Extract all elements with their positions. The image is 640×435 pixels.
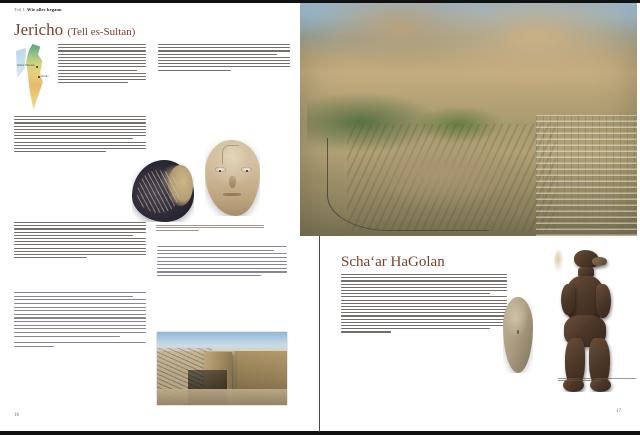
text-line <box>558 378 636 379</box>
text-line <box>158 50 290 51</box>
text-line <box>157 264 287 265</box>
text-line <box>58 70 137 71</box>
text-line <box>14 235 133 236</box>
text-line <box>58 60 146 61</box>
trench-foreground <box>157 389 287 405</box>
text-line <box>14 232 146 233</box>
aerial-modern-town <box>536 115 637 236</box>
caption-golan-figurines <box>558 378 636 383</box>
text-line <box>156 227 264 228</box>
body-column-left-lower <box>14 222 146 260</box>
photo-pebble-figurine <box>503 297 533 373</box>
text-line <box>14 299 146 300</box>
text-line <box>158 57 290 58</box>
text-line <box>58 44 146 45</box>
text-line <box>341 306 507 307</box>
quote-block-nachal-hemar <box>157 246 287 279</box>
map-marker-jericho <box>38 76 40 78</box>
text-line <box>58 63 146 64</box>
text-line <box>341 303 507 304</box>
text-line <box>157 268 287 269</box>
page-title-jericho <box>14 20 135 40</box>
page-frame-bottom <box>0 431 640 435</box>
quote-block-kenyon <box>14 292 146 349</box>
text-line <box>14 244 146 245</box>
page-title-jericho-main: Jericho <box>14 20 64 39</box>
text-line <box>14 328 146 329</box>
text-line <box>157 253 287 254</box>
text-line <box>558 380 601 381</box>
text-line <box>341 290 507 291</box>
text-line <box>158 60 290 61</box>
aerial-mountain-ridge <box>300 3 637 101</box>
body-column-schaar-hagolan <box>341 274 507 335</box>
text-line <box>14 303 146 304</box>
text-line <box>341 319 507 320</box>
skull-dark-hatching <box>137 170 179 213</box>
text-line <box>58 82 128 83</box>
skull-face-nose <box>229 176 236 188</box>
text-line <box>14 225 146 226</box>
text-line <box>14 325 146 326</box>
figurine-headdress <box>592 257 607 266</box>
page-title-jericho-sub: (Tell es-Sultan) <box>67 26 136 38</box>
text-line <box>158 70 231 71</box>
text-line <box>58 54 146 55</box>
text-line <box>157 257 287 258</box>
text-line <box>14 296 133 297</box>
text-line <box>14 138 133 139</box>
text-line <box>14 238 146 239</box>
skull-face-mouth <box>223 193 241 195</box>
page-title-schaar-hagolan: Scha‘ar HaGolan <box>341 254 445 270</box>
body-column-left-top <box>58 44 146 85</box>
text-line <box>14 148 146 149</box>
text-line <box>341 309 507 310</box>
text-line <box>341 328 490 329</box>
map-label-schaar-hagolan: Scha'ar HaGolan <box>17 64 35 67</box>
text-line <box>14 241 146 242</box>
text-line <box>58 50 146 51</box>
text-line <box>58 66 146 67</box>
photo-plastered-skull-hatched <box>132 160 194 222</box>
text-line <box>341 322 507 323</box>
text-line <box>341 312 507 313</box>
text-line <box>341 277 507 278</box>
text-line <box>341 300 507 301</box>
text-line <box>14 222 146 223</box>
skull-face-crack <box>222 145 240 165</box>
text-line <box>341 315 507 316</box>
text-line <box>14 126 146 127</box>
text-line <box>14 151 106 152</box>
text-line <box>156 225 264 226</box>
text-line <box>157 250 274 251</box>
text-line <box>157 271 287 272</box>
photo-plastered-skull-face <box>205 140 260 216</box>
text-line <box>58 57 146 58</box>
pebble-incised-eyes <box>517 330 519 334</box>
text-line <box>14 248 146 249</box>
map-inset-israel <box>16 42 56 114</box>
text-line <box>158 44 290 45</box>
figurine-highlight <box>554 250 564 273</box>
body-column-right-top <box>158 44 290 73</box>
figurine-arm-right <box>596 284 611 318</box>
text-line <box>14 317 146 318</box>
text-line <box>14 321 146 322</box>
text-line <box>158 47 290 48</box>
text-line <box>14 119 146 120</box>
text-line <box>58 73 146 74</box>
photo-excavation-trench <box>157 332 287 405</box>
text-line <box>158 54 277 55</box>
running-head-prefix: Teil I: <box>14 7 26 12</box>
text-line <box>14 307 146 308</box>
text-line <box>157 275 261 276</box>
photo-aerial-tell-es-sultan <box>300 3 637 236</box>
text-line <box>14 145 146 146</box>
text-line <box>14 336 120 337</box>
figurine-arm-left <box>561 284 575 315</box>
text-line <box>14 346 54 347</box>
text-line <box>341 293 490 294</box>
text-line <box>58 79 146 80</box>
page-number-right: 17 <box>616 409 621 414</box>
text-line <box>14 228 146 229</box>
text-line <box>157 261 287 262</box>
text-line <box>14 122 146 123</box>
text-line <box>14 132 146 133</box>
caption-skull-photos <box>156 225 264 232</box>
text-line <box>14 251 146 252</box>
text-line <box>341 296 507 297</box>
aerial-road <box>327 138 489 231</box>
text-line <box>58 47 146 48</box>
text-line <box>14 254 146 255</box>
photo-seated-clay-figurine <box>554 250 616 392</box>
text-line <box>14 314 146 315</box>
text-line <box>14 342 146 343</box>
text-line <box>158 63 290 64</box>
text-line <box>14 257 87 258</box>
text-line <box>14 129 146 130</box>
text-line <box>157 246 287 247</box>
text-line <box>341 284 507 285</box>
running-head-title: Wie alles begann <box>26 7 62 12</box>
text-line <box>341 331 391 332</box>
text-line <box>341 287 507 288</box>
text-line <box>58 76 146 77</box>
map-label-jericho: Jericho <box>41 75 49 78</box>
text-line <box>14 292 146 293</box>
text-line <box>156 230 199 231</box>
text-line <box>14 332 146 333</box>
text-line <box>14 116 146 117</box>
map-marker-schaar-hagolan <box>36 66 38 68</box>
text-line <box>341 325 507 326</box>
text-line <box>341 274 507 275</box>
text-line <box>14 310 146 311</box>
pebble-form <box>503 297 533 373</box>
body-column-left-main <box>14 116 146 154</box>
text-line <box>14 135 146 136</box>
text-line <box>158 66 290 67</box>
text-line <box>341 280 507 281</box>
text-line <box>14 142 146 143</box>
page-number-left: 16 <box>14 413 19 418</box>
running-head <box>14 7 62 12</box>
map-mediterranean-sea <box>16 48 26 78</box>
